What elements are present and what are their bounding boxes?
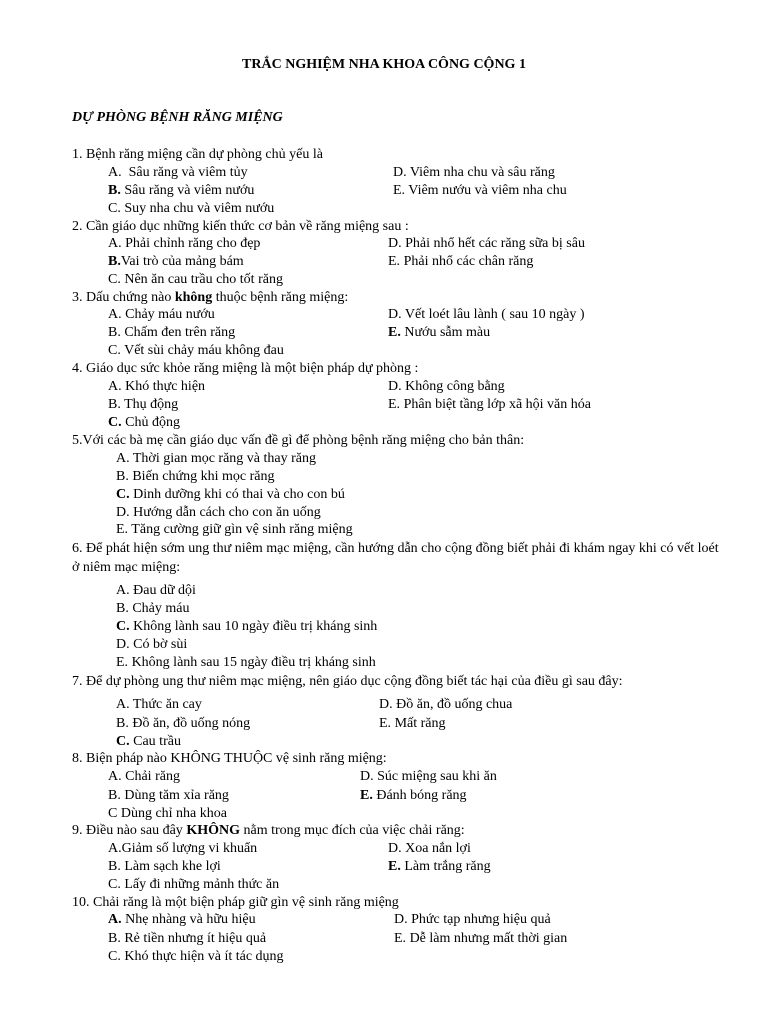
question-5-option — [116, 450, 316, 468]
question-1-option — [108, 164, 248, 182]
option-letter: B. — [108, 254, 121, 269]
option-letter: A. — [108, 769, 122, 784]
option-letter: B. — [108, 859, 121, 874]
question-text-part: thuộc bệnh răng miệng: — [212, 290, 349, 305]
option-text: Đồ ăn, đồ uống nóng — [128, 716, 251, 731]
question-8-option — [108, 768, 180, 786]
option-text: Không lành sau 10 ngày điều trị kháng sinh — [129, 619, 378, 634]
question-9-text — [72, 822, 465, 840]
option-text: Nướu sẫm màu — [400, 325, 491, 340]
option-text: Mất răng — [391, 716, 446, 731]
question-5-option — [116, 504, 321, 522]
option-text: Vết loét lâu lành ( sau 10 ngày ) — [401, 307, 585, 322]
option-letter: C. — [108, 201, 121, 216]
option-text: Khó thực hiện — [121, 379, 206, 394]
question-9-option — [108, 858, 221, 876]
option-letter: B. — [108, 397, 121, 412]
option-letter: A. — [108, 307, 122, 322]
option-text: Xoa nắn lợi — [401, 841, 471, 856]
question-1-option — [108, 182, 254, 200]
option-letter: B. — [116, 716, 129, 731]
question-4-option — [388, 378, 505, 396]
option-text: Vết sùi chảy máu không đau — [120, 343, 284, 358]
option-text: Chải răng — [121, 769, 180, 784]
question-6-option — [116, 654, 376, 672]
option-text: Dùng chỉ nha khoa — [117, 806, 227, 821]
option-text: Lấy đi những mảnh thức ăn — [120, 877, 280, 892]
option-letter: D. — [379, 697, 393, 712]
question-6-option — [116, 636, 187, 654]
option-text: Dễ làm nhưng mất thời gian — [406, 931, 568, 946]
question-7-text: 7. Để dự phòng ung thư niêm mạc miệng, nên giáo dục cộng đồng biết tác hại của điều gì sau đây: — [72, 674, 623, 689]
question-7-option — [379, 715, 446, 733]
question-8-option — [360, 787, 467, 805]
option-text: Vai trò của mảng bám — [120, 254, 244, 269]
question-3-option — [108, 342, 284, 360]
option-letter: C. — [108, 272, 121, 287]
option-letter: C. — [116, 619, 130, 634]
question-4-text: 4. Giáo dục sức khỏe răng miệng là một biện pháp dự phòng : — [72, 361, 419, 376]
question-text-part: nằm trong mục đích của việc chải răng: — [239, 823, 465, 838]
question-6-option — [116, 618, 377, 636]
option-text: Khó thực hiện và ít tác dụng — [120, 949, 284, 964]
question-6-option — [116, 600, 190, 618]
question-9-option — [388, 858, 491, 876]
option-letter: E. — [388, 859, 401, 874]
question-5-option — [116, 468, 274, 486]
option-letter: E. — [379, 716, 392, 731]
option-text: Nên ăn cau trầu cho tốt răng — [120, 272, 283, 287]
option-letter: A. — [116, 697, 130, 712]
question-5-option — [116, 521, 353, 539]
question-7-option — [116, 733, 181, 751]
option-text: Thời gian mọc răng và thay răng — [129, 451, 316, 466]
option-letter: A. — [116, 451, 130, 466]
question-9-option — [108, 876, 279, 894]
option-text: Suy nha chu và viêm nướu — [120, 201, 275, 216]
option-text: Nhẹ nhàng và hữu hiệu — [121, 912, 256, 927]
option-text: Phải chỉnh răng cho đẹp — [121, 236, 261, 251]
option-text: Sâu răng và viêm tủy — [121, 165, 248, 180]
option-letter: D. — [116, 637, 130, 652]
option-text: Rẻ tiền nhưng ít hiệu quả — [120, 931, 267, 946]
option-text: Súc miệng sau khi ăn — [373, 769, 497, 784]
option-letter: D. — [388, 379, 402, 394]
question-7-option — [116, 696, 202, 714]
option-text: Dùng tăm xỉa răng — [120, 788, 229, 803]
option-text: Không lành sau 15 ngày điều trị kháng sinh — [128, 655, 376, 670]
question-text-emphasis: KHÔNG — [186, 823, 240, 838]
option-letter: A. — [108, 236, 122, 251]
question-9-option — [108, 840, 257, 858]
option-text: Làm sạch khe lợi — [120, 859, 221, 874]
option-letter: C — [108, 806, 118, 821]
option-text: Phải nhổ hết các răng sữa bị sâu — [401, 236, 585, 251]
option-letter: D. — [393, 165, 407, 180]
question-10-option — [394, 911, 551, 929]
question-text-part: 9. Điều nào sau đây — [72, 823, 187, 838]
option-text: Làm trắng răng — [400, 859, 491, 874]
option-letter: B. — [116, 601, 129, 616]
option-text: Thức ăn cay — [129, 697, 202, 712]
question-10-option — [394, 930, 567, 948]
option-letter: A. — [108, 379, 122, 394]
option-letter: D. — [388, 236, 402, 251]
question-4-option — [108, 378, 205, 396]
option-text: Viêm nướu và viêm nha chu — [405, 183, 567, 198]
question-10-option — [108, 930, 266, 948]
option-letter: C. — [108, 415, 122, 430]
option-letter: E. — [360, 788, 373, 803]
option-text: Phải nhổ các chân răng — [400, 254, 534, 269]
question-1-option — [108, 200, 274, 218]
option-letter: E. — [116, 655, 129, 670]
question-2-text: 2. Cần giáo dục những kiến thức cơ bản về răng miệng sau : — [72, 219, 409, 234]
option-text: Cau trầu — [129, 734, 181, 749]
question-6-text: 6. Để phát hiện sớm ung thư niêm mạc miệng, cần hướng dẫn cho cộng đồng biết phải đi khám ngay khi có vết loét ở niêm mạc miệng: — [72, 541, 719, 575]
question-8-option — [360, 768, 497, 786]
question-8-option — [108, 787, 229, 805]
section-title: DỰ PHÒNG BỆNH RĂNG MIỆNG — [72, 110, 283, 125]
option-text: Đau dữ dội — [129, 583, 196, 598]
option-text: Chấm đen trên răng — [120, 325, 236, 340]
question-6-option — [116, 582, 196, 600]
option-text: Sâu răng và viêm nướu — [120, 183, 255, 198]
option-letter: E. — [388, 397, 401, 412]
option-letter: D. — [388, 841, 402, 856]
question-3-text — [72, 289, 348, 307]
option-text: Chảy máu — [128, 601, 190, 616]
option-letter: C. — [108, 949, 121, 964]
question-1-option — [393, 182, 567, 200]
option-letter: C. — [116, 487, 130, 502]
option-letter: D. — [394, 912, 408, 927]
option-letter: D. — [388, 307, 402, 322]
question-2-option — [108, 271, 283, 289]
question-3-option — [388, 306, 585, 324]
option-letter: E. — [388, 254, 401, 269]
question-2-option — [388, 235, 585, 253]
question-2-option — [108, 235, 260, 253]
option-letter: C. — [116, 734, 130, 749]
option-letter: A. — [108, 912, 122, 927]
option-letter: C. — [108, 343, 121, 358]
option-text: Viêm nha chu và sâu răng — [406, 165, 555, 180]
option-letter: A. — [116, 583, 130, 598]
option-letter: E. — [388, 325, 401, 340]
option-text: Có bờ sùi — [129, 637, 188, 652]
question-7-option — [379, 696, 512, 714]
question-7-option — [116, 715, 250, 733]
option-letter: D. — [116, 505, 130, 520]
option-letter: E. — [116, 522, 129, 537]
question-text-emphasis: không — [174, 290, 213, 305]
question-4-option — [108, 396, 178, 414]
option-text: Biến chứng khi mọc răng — [128, 469, 275, 484]
question-2-option — [388, 253, 533, 271]
question-8-text: 8. Biện pháp nào KHÔNG THUỘC vệ sinh răng miệng: — [72, 751, 387, 766]
option-letter: D. — [360, 769, 374, 784]
option-letter: A. — [108, 165, 122, 180]
option-text: Tăng cường giữ gìn vệ sinh răng miệng — [128, 522, 353, 537]
question-3-option — [388, 324, 490, 342]
option-text: Đồ ăn, đồ uống chua — [392, 697, 513, 712]
option-text: Giảm số lượng vi khuẩn — [121, 841, 258, 856]
option-text: Thụ động — [120, 397, 179, 412]
option-letter: B. — [108, 788, 121, 803]
question-3-option — [108, 324, 235, 342]
question-3-option — [108, 306, 215, 324]
option-text: Phức tạp nhưng hiệu quả — [407, 912, 551, 927]
question-2-option — [108, 253, 244, 271]
option-letter: B. — [108, 183, 121, 198]
option-letter: B. — [108, 931, 121, 946]
option-letter: E. — [394, 931, 407, 946]
document-title: TRẮC NGHIỆM NHA KHOA CÔNG CỘNG 1 — [242, 57, 526, 72]
question-9-option — [388, 840, 471, 858]
option-letter: E. — [393, 183, 406, 198]
question-5-text: 5.Với các bà mẹ cần giáo dục vấn đề gì để phòng bệnh răng miệng cho bản thân: — [72, 433, 525, 448]
option-letter: B. — [116, 469, 129, 484]
option-text: Chảy máu nướu — [121, 307, 215, 322]
option-text: Phân biệt tầng lớp xã hội văn hóa — [400, 397, 591, 412]
question-10-option — [108, 948, 284, 966]
question-1-text: 1. Bệnh răng miệng cần dự phòng chủ yếu là — [72, 147, 323, 162]
question-text-part: 3. Dấu chứng nào — [72, 290, 175, 305]
question-10-option — [108, 911, 256, 929]
option-letter: C. — [108, 877, 121, 892]
option-text: Không công bằng — [401, 379, 505, 394]
option-text: Hướng dẫn cách cho con ăn uống — [129, 505, 321, 520]
option-text: Đánh bóng răng — [372, 788, 467, 803]
option-text: Dinh dưỡng khi có thai và cho con bú — [129, 487, 345, 502]
option-letter: A. — [108, 841, 122, 856]
question-5-option — [116, 486, 345, 504]
option-letter: B. — [108, 325, 121, 340]
option-text: Chủ động — [121, 415, 180, 430]
question-4-option — [388, 396, 591, 414]
question-4-option — [108, 414, 180, 432]
question-1-option — [393, 164, 555, 182]
question-8-option — [108, 805, 227, 823]
question-10-text: 10. Chải răng là một biện pháp giữ gìn vệ sinh răng miệng — [72, 895, 399, 910]
